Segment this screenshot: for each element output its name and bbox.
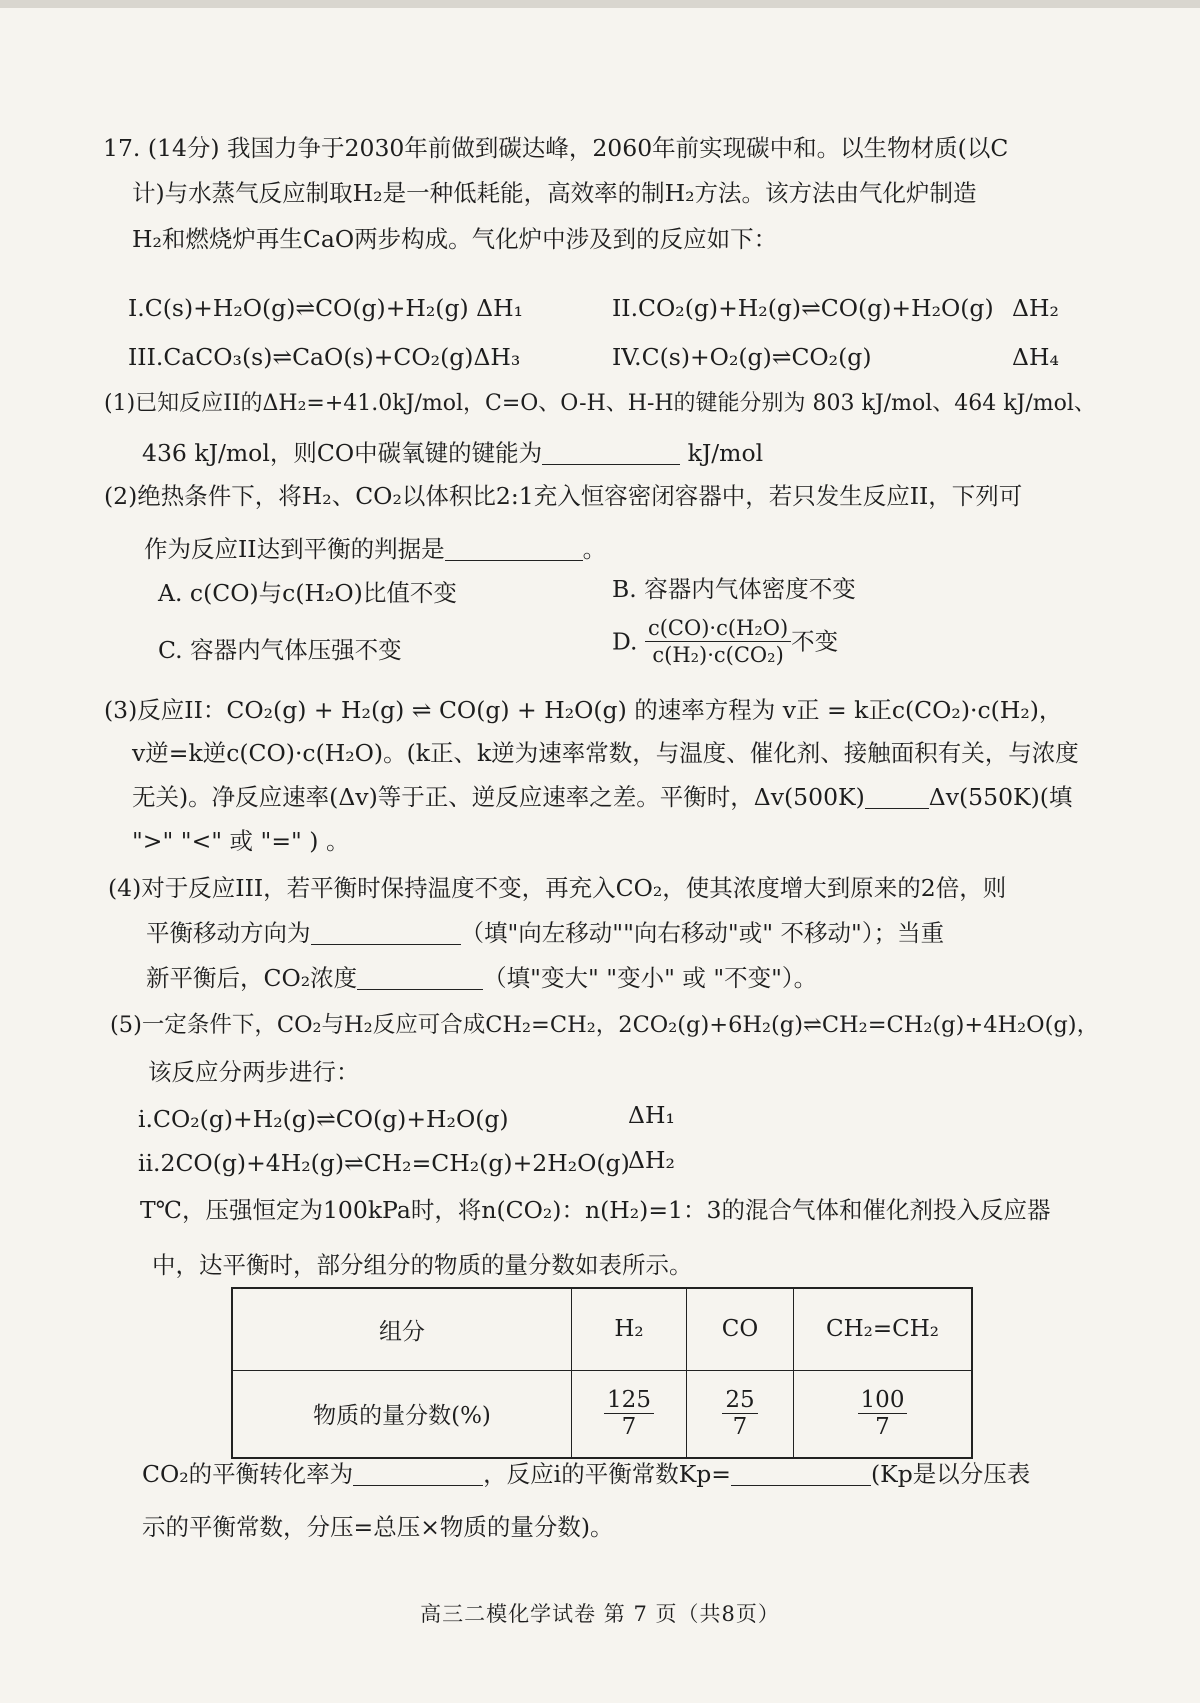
fraction-numerator: 100 (858, 1387, 908, 1414)
part4-text-a: 平衡移动方向为 (146, 919, 311, 947)
option-b: B. 容器内气体密度不变 (612, 575, 856, 603)
kp-answer-blank[interactable] (731, 1485, 871, 1486)
part5-answer-line-2: 示的平衡常数，分压=总压×物质的量分数)。 (142, 1513, 614, 1541)
part2-answer-blank[interactable] (445, 560, 583, 561)
part5-line-1: (5)一定条件下，CO₂与H₂反应可合成CH₂=CH₂，2CO₂(g)+6H₂(g)⇌CH₂=CH₂(g)+4H₂O(g)， (110, 1012, 1100, 1038)
part2-line-2 (144, 534, 606, 564)
table-row-label: 物质的量分数(%) (232, 1370, 572, 1458)
fraction-numerator: 125 (604, 1387, 654, 1414)
part3-answer-blank[interactable] (865, 808, 929, 809)
option-c: C. 容器内气体压强不变 (158, 636, 402, 664)
part2-line-1: (2)绝热条件下，将H₂、CO₂以体积比2:1充入恒容密闭容器中，若只发生反应II，下列可 (104, 482, 1023, 510)
part5-answer-line-1 (142, 1459, 1030, 1489)
table-cell (794, 1370, 973, 1458)
fraction-numerator: 25 (722, 1387, 757, 1414)
fraction-denominator: 7 (621, 1414, 637, 1441)
table-row (232, 1370, 972, 1458)
part1-answer-blank[interactable] (542, 464, 680, 465)
step-1-enthalpy: ΔH₁ (628, 1101, 675, 1129)
part4-text-b: 新平衡后，CO₂浓度 (146, 964, 358, 992)
step-2-enthalpy: ΔH₂ (628, 1146, 675, 1174)
part5-text-b: ，反应i的平衡常数Kp= (483, 1460, 731, 1488)
table-header-cell: H₂ (572, 1288, 687, 1370)
part4-tail-a: （填"向左移动""向右移动"或" 不移动"）；当重 (460, 919, 945, 947)
question-intro-line-1: 17. (14分) 我国力争于2030年前做到碳达峰，2060年前实现碳中和。以生物材质(以C (103, 134, 1009, 162)
table-header-cell: 组分 (232, 1288, 572, 1370)
option-d-tail: 不变 (791, 627, 839, 656)
part5-text-a: CO₂的平衡转化率为 (142, 1460, 354, 1488)
part1-unit: kJ/mol (687, 439, 764, 467)
reaction-1: I.C(s)+H₂O(g)⇌CO(g)+H₂(g) ΔH₁ (128, 294, 524, 322)
part2-period: 。 (582, 535, 607, 563)
page-footer: 高三二模化学试卷 第 7 页（共8页） (420, 1602, 780, 1626)
page-top-edge (0, 0, 1200, 8)
part2-text: 作为反应II达到平衡的判据是 (144, 535, 445, 563)
fraction-denominator: 7 (732, 1414, 748, 1441)
step-2-reaction: ii.2CO(g)+4H₂(g)⇌CH₂=CH₂(g)+2H₂O(g) (138, 1149, 630, 1177)
table-header-cell: CH₂=CH₂ (794, 1288, 973, 1370)
part4-tail-b: （填"变大" "变小" 或 "不变"）。 (483, 964, 818, 992)
part3-tail: Δv(550K)(填 (928, 783, 1073, 811)
reaction-3: III.CaCO₃(s)⇌CaO(s)+CO₂(g)ΔH₃ (128, 343, 521, 371)
reaction-4: IV.C(s)+O₂(g)⇌CO₂(g) (612, 343, 872, 371)
part5-line-4: 中，达平衡时，部分组分的物质的量分数如表所示。 (152, 1251, 693, 1279)
part1-line-2 (142, 438, 763, 468)
conversion-answer-blank[interactable] (353, 1485, 483, 1486)
option-d (612, 615, 838, 668)
step-1-reaction: i.CO₂(g)+H₂(g)⇌CO(g)+H₂O(g) (138, 1105, 509, 1133)
part3-line-3 (132, 782, 1072, 812)
part3-text: 无关)。净反应速率(Δv)等于正、逆反应速率之差。平衡时，Δv(500K) (132, 783, 865, 811)
part3-line-4: ">" "<" 或 "=" ) 。 (132, 827, 350, 855)
question-intro-line-3: H₂和燃烧炉再生CaO两步构成。气化炉中涉及到的反应如下： (132, 225, 778, 253)
table-cell (572, 1370, 687, 1458)
part5-line-3: T℃，压强恒定为100kPa时，将n(CO₂)：n(H₂)=1：3的混合气体和催化剂投入反应器 (140, 1196, 1051, 1224)
table-cell (687, 1370, 794, 1458)
fraction-denominator: 7 (875, 1414, 890, 1441)
fraction (722, 1387, 757, 1440)
option-d-numerator: c(CO)·c(H₂O) (645, 615, 791, 642)
reaction-2-enthalpy: ΔH₂ (1012, 294, 1059, 322)
part3-line-1: (3)反应II：CO₂(g) + H₂(g) ⇌ CO(g) + H₂O(g) 的速率方程为 v正 = k正c(CO₂)·c(H₂)， (104, 696, 1063, 724)
part5-text-c: (Kp是以分压表 (870, 1460, 1031, 1488)
option-a: A. c(CO)与c(H₂O)比值不变 (158, 579, 457, 607)
part4-answer-blank-2[interactable] (357, 989, 483, 990)
part4-line-2 (146, 918, 944, 948)
part1-text: 436 kJ/mol，则CO中碳氧键的键能为 (142, 439, 543, 467)
table-header-cell: CO (687, 1288, 794, 1370)
fraction (858, 1387, 908, 1440)
part1-line-1: (1)已知反应II的ΔH₂=+41.0kJ/mol，C=O、O-H、H-H的键能分别为 803 kJ/mol、464 kJ/mol、 (104, 391, 1096, 416)
option-d-fraction (645, 615, 791, 668)
fraction (604, 1387, 654, 1440)
part4-line-1: (4)对于反应III，若平衡时保持温度不变，再充入CO₂，使其浓度增大到原来的2倍，则 (108, 874, 1007, 902)
part4-answer-blank-1[interactable] (311, 944, 461, 945)
part3-line-2: v逆=k逆c(CO)·c(H₂O)。(k正、k逆为速率常数，与温度、催化剂、接触面积有关，与浓度 (132, 739, 1079, 767)
reaction-4-enthalpy: ΔH₄ (1012, 343, 1059, 371)
option-d-label: D. (612, 627, 638, 656)
composition-table (231, 1287, 973, 1459)
reaction-2: II.CO₂(g)+H₂(g)⇌CO(g)+H₂O(g) (612, 294, 994, 322)
option-d-denominator: c(H₂)·c(CO₂) (652, 643, 784, 667)
part4-line-3 (146, 963, 817, 993)
part5-line-2: 该反应分两步进行： (148, 1058, 360, 1086)
table-header-row (232, 1288, 972, 1370)
question-intro-line-2: 计)与水蒸气反应制取H₂是一种低耗能，高效率的制H₂方法。该方法由气化炉制造 (132, 179, 977, 207)
